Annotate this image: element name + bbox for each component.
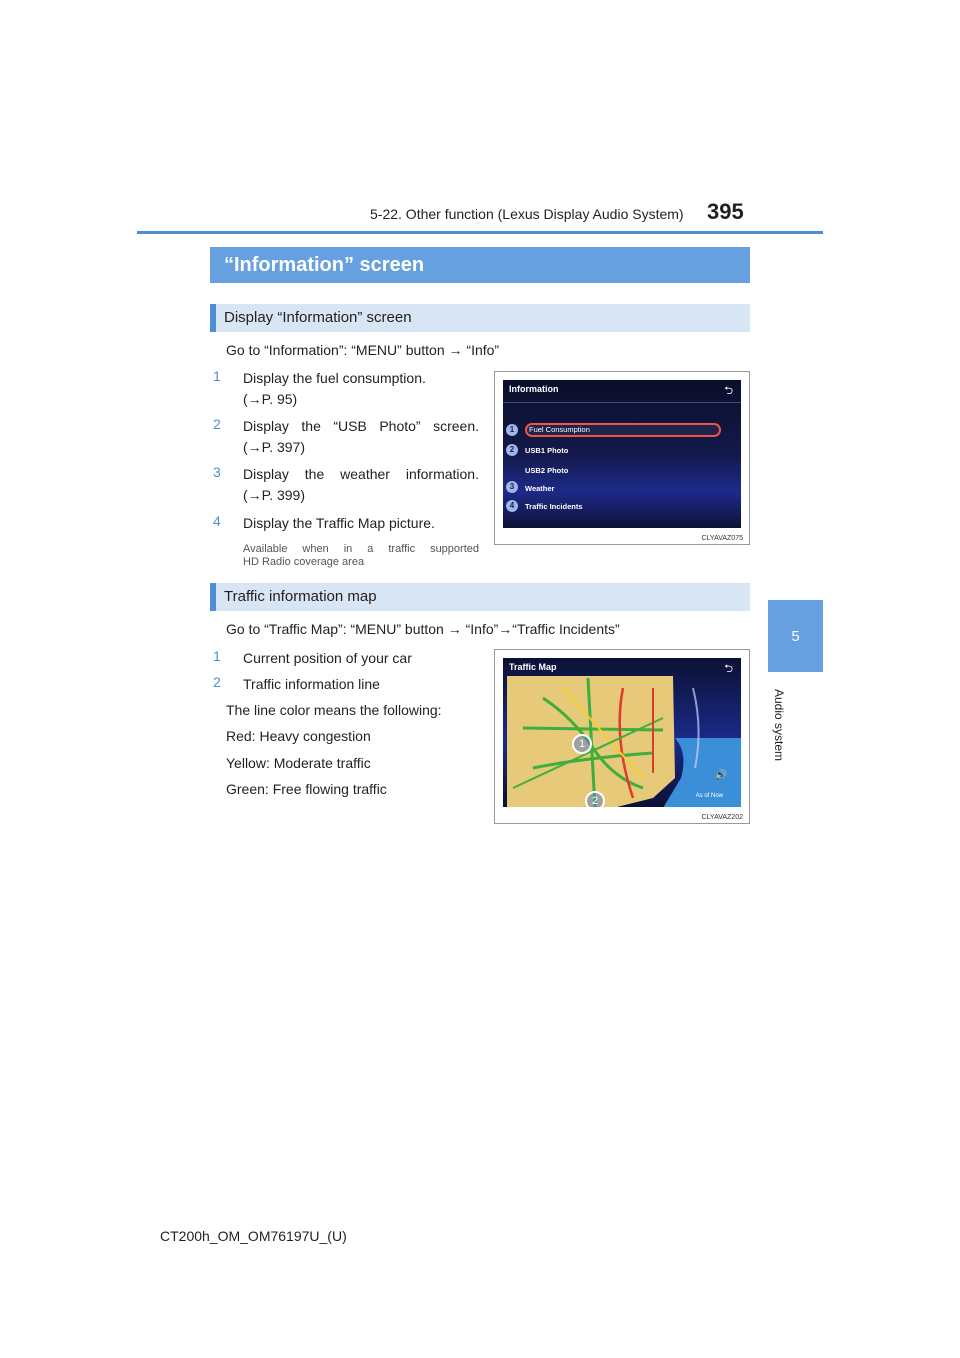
line-color-yellow: Yellow: Moderate traffic xyxy=(226,755,371,771)
current-position-badge: 1 xyxy=(572,734,592,754)
section1-item-4-number: 4 xyxy=(213,513,221,529)
as-of-now-label: As of Now xyxy=(695,793,723,799)
section1-item-3-text: Display the weather information. xyxy=(243,466,479,482)
section1-item-2-text: Display the “USB Photo” screen. xyxy=(243,418,479,434)
traffic-map-screenshot xyxy=(494,649,750,824)
menu-row-usb2-photo[interactable]: USB2 Photo xyxy=(525,466,569,475)
section1-item-2-ref: (→P. 397) xyxy=(243,439,305,455)
row-1-badge: 1 xyxy=(506,424,518,436)
line-color-green: Green: Free flowing traffic xyxy=(226,781,387,797)
image-code: CLYAVAZ202 xyxy=(701,814,743,821)
back-arrow-icon[interactable]: ⮌ xyxy=(724,663,733,675)
row-4-badge: 4 xyxy=(506,500,518,512)
section1-item-3 xyxy=(243,464,479,506)
section1-item-3-number: 3 xyxy=(213,464,221,480)
menu-row-usb1-photo[interactable]: USB1 Photo xyxy=(525,446,569,455)
section1-item-1-ref: (→P. 95) xyxy=(243,391,298,407)
back-arrow-icon[interactable]: ⮌ xyxy=(724,385,733,397)
section2-title: Traffic information map xyxy=(210,583,750,611)
section2-item-1-number: 1 xyxy=(213,648,221,664)
chapter-tab xyxy=(768,600,823,672)
row-2-badge: 2 xyxy=(506,444,518,456)
page-number: 395 xyxy=(707,199,744,224)
section1-item-2 xyxy=(243,416,479,458)
chapter-label-container xyxy=(760,680,798,770)
traffic-line-badge: 2 xyxy=(585,791,605,807)
section1-title: Display “Information” screen xyxy=(210,304,750,332)
line-color-red: Red: Heavy congestion xyxy=(226,728,371,744)
section1-intro: Go to “Information”: “MENU” button → “Info” xyxy=(226,342,500,358)
section1-item-3-ref: (→P. 399) xyxy=(243,487,305,503)
section2-item-1-text: Current position of your car xyxy=(243,650,412,666)
row-3-badge: 3 xyxy=(506,481,518,493)
section1-note xyxy=(243,543,479,569)
section1-item-4-text: Display the Traffic Map picture. xyxy=(243,515,435,531)
section2-item-2-number: 2 xyxy=(213,674,221,690)
section1-item-2-number: 2 xyxy=(213,416,221,432)
information-screen-title: Information xyxy=(509,384,559,394)
traffic-map-screen xyxy=(503,658,741,807)
chapter-number: 5 xyxy=(791,627,800,645)
section1-item-1 xyxy=(243,368,426,410)
menu-row-traffic-incidents[interactable]: Traffic Incidents xyxy=(525,502,583,511)
menu-row-fuel-consumption[interactable]: Fuel Consumption xyxy=(525,423,721,437)
section1-note-line2: HD Radio coverage area xyxy=(243,556,365,568)
image-code: CLYAVAZ075 xyxy=(701,535,743,542)
section1-item-4 xyxy=(243,513,435,534)
document-footer: CT200h_OM_OM76197U_(U) xyxy=(160,1228,347,1244)
traffic-map-title: Traffic Map xyxy=(509,662,557,672)
line-color-intro: The line color means the following: xyxy=(226,702,442,718)
information-screen xyxy=(503,380,741,528)
header-section-title: 5-22. Other function (Lexus Display Audio System) xyxy=(370,206,684,222)
information-screenshot xyxy=(494,371,750,545)
section2-item-2-text: Traffic information line xyxy=(243,676,380,692)
header-rule xyxy=(137,231,823,234)
title-divider xyxy=(503,402,741,403)
chapter-label: Audio system xyxy=(772,688,786,762)
section2-intro: Go to “Traffic Map”: “MENU” button → “Info”→“Traffic Incidents” xyxy=(226,621,620,637)
menu-row-weather[interactable]: Weather xyxy=(525,484,555,493)
main-title: “Information” screen xyxy=(210,247,750,283)
section1-item-1-text: Display the fuel consumption. xyxy=(243,370,426,386)
traffic-map-image xyxy=(503,658,741,807)
section1-note-line1: Available when in a traffic supported xyxy=(243,543,479,555)
section1-item-1-number: 1 xyxy=(213,368,221,384)
speaker-icon[interactable]: 🔊 xyxy=(714,770,727,781)
